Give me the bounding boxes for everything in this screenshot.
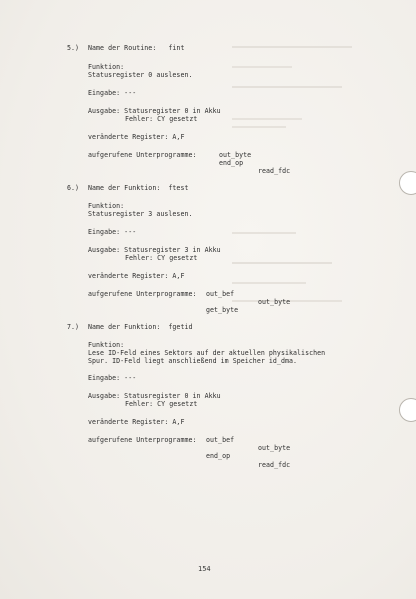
section-7-funktion-label: Funktion: bbox=[88, 341, 125, 349]
section-7-call-read-fdc: read_fdc bbox=[258, 461, 291, 469]
section-5-call-end-op: end_op bbox=[219, 159, 244, 167]
section-6-fehler: Fehler: CY gesetzt bbox=[125, 254, 198, 262]
section-7-eingabe: Eingabe: --- bbox=[88, 374, 137, 382]
section-7-funktion-text-line-1: Lese ID-Feld eines Sektors auf der aktuellen physikalischen bbox=[88, 349, 326, 357]
section-7-fehler: Fehler: CY gesetzt bbox=[125, 400, 198, 408]
section-5-number: 5.) bbox=[67, 44, 80, 52]
section-6-call-out-bef: out_bef bbox=[206, 290, 235, 298]
section-7-call-out-bef: out_bef bbox=[206, 436, 235, 444]
section-5-unterprogramme-label: aufgerufene Unterprogramme: bbox=[88, 151, 197, 159]
section-6-ausgabe: Ausgabe: Statusregister 3 in Akku bbox=[88, 246, 221, 254]
section-5-ausgabe: Ausgabe: Statusregister 0 in Akku bbox=[88, 107, 221, 115]
section-5-funktion-text: Statusregister 0 auslesen. bbox=[88, 71, 193, 79]
section-7-ausgabe: Ausgabe: Statusregister 0 in Akku bbox=[88, 392, 221, 400]
punch-hole-top bbox=[399, 171, 416, 195]
section-6-call-out-byte: out_byte bbox=[258, 298, 291, 306]
section-5-funktion-label: Funktion: bbox=[88, 63, 125, 71]
section-6-funktion-label: Funktion: bbox=[88, 202, 125, 210]
section-5-call-read-fdc: read_fdc bbox=[258, 167, 291, 175]
section-6-call-get-byte: get_byte bbox=[206, 306, 239, 314]
section-6-eingabe: Eingabe: --- bbox=[88, 228, 137, 236]
section-6-funktion-text: Statusregister 3 auslesen. bbox=[88, 210, 193, 218]
section-5-register: veränderte Register: A,F bbox=[88, 133, 185, 141]
section-6-register: veränderte Register: A,F bbox=[88, 272, 185, 280]
section-5-heading: Name der Routine: fint bbox=[88, 44, 185, 52]
section-7-heading: Name der Funktion: fgetid bbox=[88, 323, 193, 331]
section-6-heading: Name der Funktion: ftest bbox=[88, 184, 189, 192]
section-5-call-out-byte: out_byte bbox=[219, 151, 252, 159]
section-7-unterprogramme-label: aufgerufene Unterprogramme: bbox=[88, 436, 197, 444]
section-7-register: veränderte Register: A,F bbox=[88, 418, 185, 426]
punch-hole-bottom bbox=[399, 398, 416, 422]
section-6-unterprogramme-label: aufgerufene Unterprogramme: bbox=[88, 290, 197, 298]
section-7-number: 7.) bbox=[67, 323, 80, 331]
section-7-call-out-byte: out_byte bbox=[258, 444, 291, 452]
section-5-eingabe: Eingabe: --- bbox=[88, 89, 137, 97]
section-7-funktion-text-line-2: Spur. ID-Feld liegt anschließend im Speicher id_dma. bbox=[88, 357, 298, 365]
section-5-fehler: Fehler: CY gesetzt bbox=[125, 115, 198, 123]
section-6-number: 6.) bbox=[67, 184, 80, 192]
section-7-call-end-op: end_op bbox=[206, 452, 231, 460]
page-number: 154 bbox=[198, 565, 211, 573]
